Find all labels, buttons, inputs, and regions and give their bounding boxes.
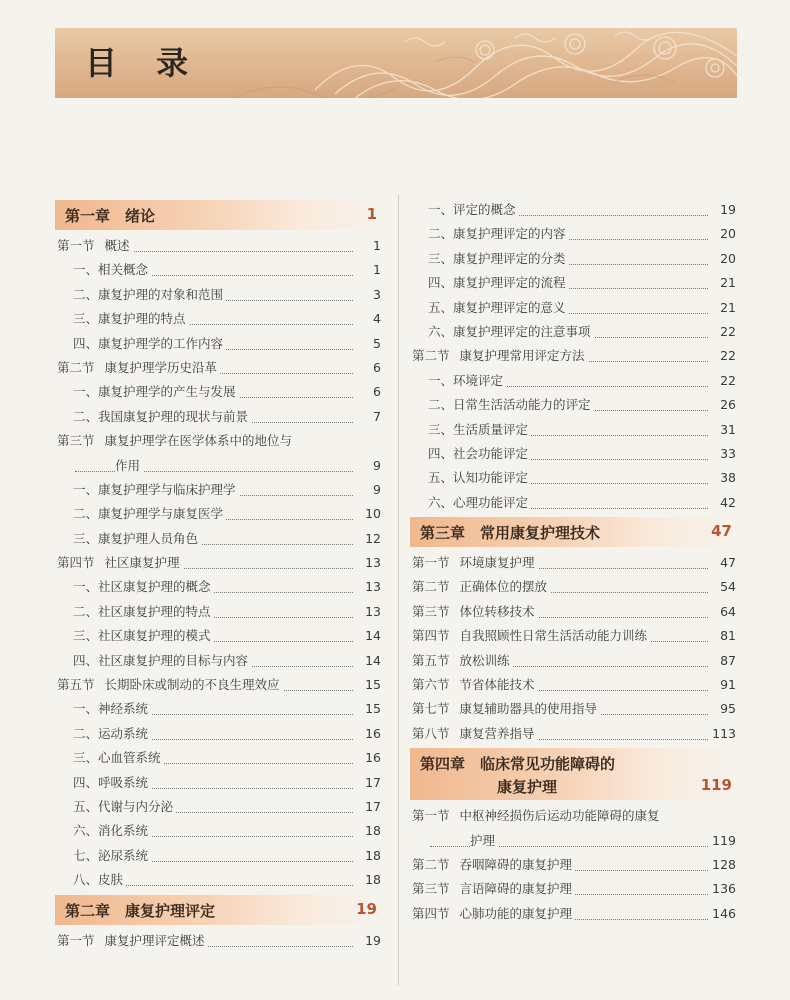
- toc-chapter-heading[interactable]: [55, 895, 385, 925]
- chapter-title: 第二章 康复护理评定: [65, 901, 216, 920]
- entry-label: 四、社会功能评定: [428, 442, 531, 466]
- entry-label: 一、社区康复护理的概念: [73, 575, 214, 599]
- toc-entry-row[interactable]: [55, 283, 385, 307]
- toc-entry-row[interactable]: [55, 697, 385, 721]
- page-number: 13: [361, 575, 381, 599]
- page-number: 16: [361, 746, 381, 770]
- section-title: 康复护理学在医学体系中的地位与: [104, 433, 293, 449]
- toc-entry-row[interactable]: [55, 502, 385, 526]
- section-title: 体位转移技术: [459, 603, 535, 619]
- chapter-title: 第三章 常用康复护理技术: [420, 524, 601, 543]
- page-number: 1: [369, 234, 381, 258]
- toc-section-row[interactable]: [55, 429, 385, 453]
- toc-entry-row[interactable]: [55, 844, 385, 868]
- entry-label: [57, 234, 133, 258]
- page-number: 38: [716, 466, 736, 490]
- page-number: 128: [708, 853, 736, 877]
- page-number: 18: [361, 844, 381, 868]
- entry-label: 二、康复护理的对象和范围: [73, 283, 226, 307]
- entry-label: 四、康复护理评定的流程: [428, 271, 569, 295]
- page-number: 10: [361, 502, 381, 526]
- page-number: 22: [716, 344, 736, 368]
- entry-label: [412, 804, 663, 828]
- page-number: 22: [716, 369, 736, 393]
- toc-entry-row[interactable]: [410, 466, 740, 490]
- entry-label: 六、心理功能评定: [428, 491, 531, 515]
- entry-label: [57, 356, 220, 380]
- entry-label: 四、社区康复护理的目标与内容: [73, 649, 251, 673]
- section-title: 中枢神经损伤后运动功能障碍的康复: [459, 808, 660, 824]
- toc-section-row[interactable]: [55, 673, 385, 697]
- toc-section-row[interactable]: [410, 575, 740, 599]
- section-number: 第四节: [57, 555, 95, 571]
- toc-section-row[interactable]: [410, 902, 740, 926]
- page-number: 146: [708, 902, 736, 926]
- section-title: 概述: [104, 238, 130, 253]
- header-banner: [55, 28, 737, 98]
- toc-entry-row[interactable]: [55, 527, 385, 551]
- section-number: 第二节: [57, 359, 95, 375]
- page-number: 20: [716, 247, 736, 271]
- toc-entry-row[interactable]: [55, 575, 385, 599]
- toc-entry-row[interactable]: [410, 442, 740, 466]
- toc-entry-row[interactable]: [55, 454, 385, 478]
- section-number: 第五节: [57, 677, 95, 693]
- section-title: 心肺功能的康复护理: [459, 905, 573, 921]
- toc-chapter-heading[interactable]: [410, 517, 740, 547]
- toc-section-row[interactable]: [55, 929, 385, 953]
- toc-entry-row[interactable]: [410, 829, 740, 853]
- entry-label: [412, 575, 550, 599]
- toc-chapter-heading[interactable]: [410, 748, 740, 800]
- entry-label: [412, 853, 575, 877]
- toc-entry-row[interactable]: [55, 258, 385, 282]
- entry-label: 五、代谢与内分泌: [73, 795, 176, 819]
- toc-entry-row[interactable]: [55, 722, 385, 746]
- page-number: 1: [369, 258, 381, 282]
- entry-label: [412, 344, 588, 368]
- entry-label: [412, 673, 538, 697]
- entry-label: 二、康复护理学与康复医学: [73, 502, 226, 526]
- entry-label: [412, 877, 575, 901]
- toc-section-row[interactable]: [410, 344, 740, 368]
- entry-label: 二、康复护理评定的内容: [428, 222, 569, 246]
- section-title: 康复护理学历史沿革: [104, 359, 218, 375]
- toc-entry-row[interactable]: [55, 380, 385, 404]
- section-title: 自我照顾性日常生活活动能力训练: [459, 628, 648, 644]
- toc-entry-row[interactable]: [55, 649, 385, 673]
- toc-entry-row[interactable]: [55, 600, 385, 624]
- section-number: 第四节: [412, 628, 450, 644]
- page-number: 17: [361, 771, 381, 795]
- page-number: 26: [716, 393, 736, 417]
- page-number: 3: [369, 283, 381, 307]
- page-number: 9: [369, 478, 381, 502]
- entry-label: 五、康复护理评定的意义: [428, 296, 569, 320]
- chapter-title: 第四章 临床常见功能障碍的: [420, 755, 616, 774]
- section-number: 第三节: [412, 881, 450, 897]
- page-number: 119: [708, 829, 736, 853]
- page-number: 91: [716, 673, 736, 697]
- page-number: 47: [716, 551, 736, 575]
- page-number: 81: [716, 624, 736, 648]
- chapter-page-number: 47: [711, 522, 732, 541]
- toc-entry-row[interactable]: [410, 222, 740, 246]
- section-number: 第一节: [57, 238, 95, 253]
- entry-label: [412, 600, 538, 624]
- page-number: 13: [361, 600, 381, 624]
- entry-label: 七、泌尿系统: [73, 844, 151, 868]
- page-number: 113: [708, 722, 736, 746]
- section-title: 放松训练: [459, 652, 510, 668]
- section-title: 康复护理常用评定方法: [459, 348, 585, 364]
- page-number: 21: [716, 271, 736, 295]
- toc-entry-row[interactable]: [55, 624, 385, 648]
- section-title: 长期卧床或制动的不良生理效应: [104, 677, 280, 693]
- page-number: 22: [716, 320, 736, 344]
- toc-entry-row[interactable]: [55, 795, 385, 819]
- toc-entry-row[interactable]: [410, 369, 740, 393]
- section-number: 第三节: [412, 603, 450, 619]
- entry-label: 三、康复护理评定的分类: [428, 247, 569, 271]
- page-number: 17: [361, 795, 381, 819]
- toc-section-row[interactable]: [410, 722, 740, 746]
- chapter-title: 第一章 绪论: [65, 207, 156, 225]
- section-title: 社区康复护理: [104, 555, 180, 571]
- page-number: 31: [716, 418, 736, 442]
- section-title: 节省体能技术: [459, 677, 535, 693]
- section-title: 吞咽障碍的康复护理: [459, 856, 573, 872]
- toc-entry-row[interactable]: [55, 478, 385, 502]
- toc-section-row[interactable]: [410, 877, 740, 901]
- entry-label: 二、社区康复护理的特点: [73, 600, 214, 624]
- entry-label: 护理: [470, 829, 498, 853]
- entry-label: [412, 649, 513, 673]
- entry-label: [57, 551, 183, 575]
- entry-label: 作用: [115, 454, 143, 478]
- page-number: 12: [361, 527, 381, 551]
- page-number: 95: [716, 697, 736, 721]
- toc-entry-row[interactable]: [410, 247, 740, 271]
- toc-section-row[interactable]: [410, 673, 740, 697]
- entry-label: 六、消化系统: [73, 819, 151, 843]
- entry-label: 四、康复护理学的工作内容: [73, 332, 226, 356]
- entry-label: [412, 624, 650, 648]
- toc-section-row[interactable]: [410, 853, 740, 877]
- toc-entry-row[interactable]: [55, 405, 385, 429]
- entry-label: 三、康复护理人员角色: [73, 527, 201, 551]
- entry-label: [412, 697, 600, 721]
- section-number: 第三节: [57, 433, 95, 449]
- entry-label: 一、康复护理学的产生与发展: [73, 380, 239, 404]
- chapter-page-number: 119: [700, 776, 732, 795]
- page-number: 14: [361, 649, 381, 673]
- entry-label: [412, 551, 538, 575]
- entry-label: 三、社区康复护理的模式: [73, 624, 214, 648]
- section-number: 第七节: [412, 701, 450, 717]
- page-number: 21: [716, 296, 736, 320]
- entry-label: 一、神经系统: [73, 697, 151, 721]
- page-number: 54: [716, 575, 736, 599]
- page-number: 42: [716, 491, 736, 515]
- section-title: 康复辅助器具的使用指导: [459, 701, 598, 717]
- entry-label: 一、评定的概念: [428, 198, 519, 222]
- entry-label: 二、日常生活活动能力的评定: [428, 393, 594, 417]
- toc-section-row[interactable]: [55, 234, 385, 258]
- section-number: 第六节: [412, 677, 450, 693]
- entry-label: 六、康复护理评定的注意事项: [428, 320, 594, 344]
- toc-right-column: [410, 198, 740, 926]
- section-number: 第四节: [412, 905, 450, 921]
- toc-entry-row[interactable]: [410, 418, 740, 442]
- section-number: 第二节: [412, 856, 450, 872]
- toc-entry-row[interactable]: [410, 296, 740, 320]
- page-number: 13: [361, 551, 381, 575]
- toc-entry-row[interactable]: [55, 868, 385, 892]
- page-number: 14: [361, 624, 381, 648]
- entry-label: 三、生活质量评定: [428, 418, 531, 442]
- page-number: 64: [716, 600, 736, 624]
- page-number: 15: [361, 697, 381, 721]
- page-number: 87: [716, 649, 736, 673]
- entry-label: 四、呼吸系统: [73, 771, 151, 795]
- entry-label: 二、运动系统: [73, 722, 151, 746]
- toc-section-row[interactable]: [55, 356, 385, 380]
- page-number: 15: [361, 673, 381, 697]
- toc-entry-row[interactable]: [410, 491, 740, 515]
- entry-label: 三、康复护理的特点: [73, 307, 189, 331]
- page-number: 9: [369, 454, 381, 478]
- entry-label: 一、环境评定: [428, 369, 506, 393]
- entry-label: 一、康复护理学与临床护理学: [73, 478, 239, 502]
- toc-entry-row[interactable]: [55, 819, 385, 843]
- section-number: 第一节: [412, 555, 450, 571]
- toc-section-row[interactable]: [410, 697, 740, 721]
- entry-label: [412, 902, 575, 926]
- entry-label: [57, 429, 295, 453]
- page-number: 19: [716, 198, 736, 222]
- page-number: 33: [716, 442, 736, 466]
- page-number: 6: [369, 380, 381, 404]
- section-title: 言语障碍的康复护理: [459, 881, 573, 897]
- page-number: 4: [369, 307, 381, 331]
- page-number: 7: [369, 405, 381, 429]
- toc-section-row[interactable]: [410, 649, 740, 673]
- section-number: 第二节: [412, 348, 450, 364]
- page-number: 18: [361, 819, 381, 843]
- section-title: 康复营养指导: [459, 725, 535, 741]
- page-number: 5: [369, 332, 381, 356]
- toc-entry-row[interactable]: [55, 771, 385, 795]
- section-title: 康复护理评定概述: [104, 932, 205, 948]
- page-number: 20: [716, 222, 736, 246]
- column-divider: [398, 195, 399, 985]
- toc-entry-row[interactable]: [55, 746, 385, 770]
- toc-section-row[interactable]: [410, 804, 740, 828]
- section-number: 第五节: [412, 652, 450, 668]
- page-title: 目 录: [85, 44, 203, 82]
- section-number: 第一节: [57, 932, 95, 948]
- page-number: 16: [361, 722, 381, 746]
- section-title: 环境康复护理: [459, 555, 535, 571]
- toc-entry-row[interactable]: [410, 320, 740, 344]
- toc-chapter-heading[interactable]: [55, 200, 385, 230]
- toc-section-row[interactable]: [410, 551, 740, 575]
- chapter-page-number: 19: [356, 899, 377, 918]
- section-title: 正确体位的摆放: [459, 579, 548, 595]
- entry-label: [412, 722, 538, 746]
- entry-label: 二、我国康复护理的现状与前景: [73, 405, 251, 429]
- toc-entry-row[interactable]: [410, 271, 740, 295]
- toc-entry-row[interactable]: [55, 307, 385, 331]
- section-number: 第八节: [412, 725, 450, 741]
- page-number: 19: [361, 929, 381, 953]
- entry-label: 三、心血管系统: [73, 746, 164, 770]
- page-number: 136: [708, 877, 736, 901]
- toc-section-row[interactable]: [410, 600, 740, 624]
- chapter-title-continued: 康复护理: [497, 778, 558, 797]
- section-number: 第二节: [412, 579, 450, 595]
- toc-entry-row[interactable]: [55, 332, 385, 356]
- section-number: 第一节: [412, 808, 450, 824]
- toc-entry-row[interactable]: [410, 198, 740, 222]
- toc-section-row[interactable]: [410, 624, 740, 648]
- toc-left-column: [55, 198, 385, 953]
- page-number: 18: [361, 868, 381, 892]
- toc-entry-row[interactable]: [410, 393, 740, 417]
- page-number: 6: [369, 356, 381, 380]
- entry-label: [57, 673, 283, 697]
- entry-label: 一、相关概念: [73, 258, 151, 282]
- entry-label: 八、皮肤: [73, 868, 126, 892]
- entry-label: [57, 929, 208, 953]
- chapter-page-number: 1: [366, 205, 377, 223]
- toc-section-row[interactable]: [55, 551, 385, 575]
- entry-label: 五、认知功能评定: [428, 466, 531, 490]
